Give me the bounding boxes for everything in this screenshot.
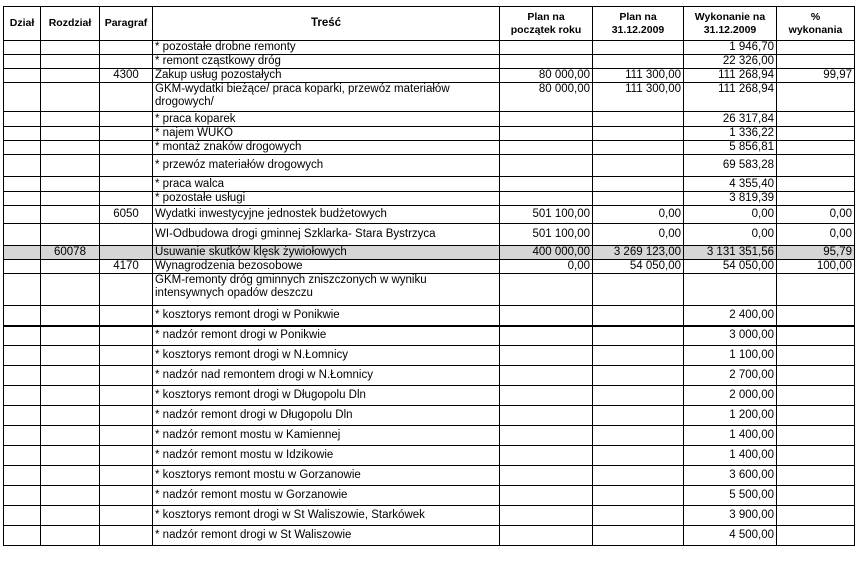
cell-plan-end: 111 300,00 [593,83,684,112]
cell-plan-end: 54 050,00 [593,260,684,274]
cell-plan-end: 0,00 [593,206,684,224]
table-row [4,192,855,206]
cell-paragraf [100,366,153,386]
cell-paragraf [100,346,153,366]
cell-dzial [4,526,41,546]
cell-paragraf [100,192,153,206]
cell-paragraf [100,274,153,306]
cell-plan-start [500,177,593,192]
cell-pct [777,274,855,306]
col-header-wykonanie [684,7,777,41]
cell-wyk: 2 400,00 [684,306,777,326]
cell-plan-start: 80 000,00 [500,83,593,112]
cell-dzial [4,326,41,346]
table-row [4,466,855,486]
cell-pct [777,326,855,346]
cell-rozdzial [41,260,100,274]
cell-plan-start [500,41,593,55]
cell-plan-start [500,486,593,506]
cell-plan-end [593,155,684,177]
cell-plan-end [593,386,684,406]
cell-pct: 95,79 [777,246,855,260]
cell-plan-end [593,192,684,206]
cell-rozdzial [41,326,100,346]
cell-paragraf [100,55,153,69]
cell-dzial [4,426,41,446]
cell-paragraf [100,112,153,127]
cell-rozdzial [41,486,100,506]
cell-paragraf: 4300 [100,69,153,83]
cell-plan-start [500,366,593,386]
cell-wyk: 3 131 351,56 [684,246,777,260]
cell-tresc: * pozostałe drobne remonty [153,41,500,55]
table-row [4,406,855,426]
cell-dzial [4,177,41,192]
col-header-rozdzial: Rozdział [41,7,100,41]
cell-plan-end: 0,00 [593,224,684,246]
cell-dzial [4,112,41,127]
col-header-pct [777,7,855,41]
cell-rozdzial [41,466,100,486]
table-row [4,206,855,224]
cell-plan-start: 501 100,00 [500,224,593,246]
cell-tresc: GKM-wydatki bieżące/ praca koparki, przewóz materiałów drogowych/ [153,83,500,112]
cell-dzial [4,306,41,326]
cell-plan-end [593,466,684,486]
cell-rozdzial [41,406,100,426]
cell-tresc: * remont cząstkowy dróg [153,55,500,69]
cell-pct [777,155,855,177]
cell-plan-start [500,55,593,69]
table-row [4,486,855,506]
cell-pct [777,426,855,446]
cell-wyk: 0,00 [684,206,777,224]
cell-plan-start [500,466,593,486]
header-row [4,7,855,41]
table-row [4,260,855,274]
cell-pct [777,192,855,206]
cell-rozdzial [41,155,100,177]
cell-rozdzial [41,141,100,155]
cell-plan-end [593,506,684,526]
cell-rozdzial [41,346,100,366]
cell-rozdzial [41,192,100,206]
cell-wyk: 1 400,00 [684,426,777,446]
cell-pct [777,141,855,155]
cell-paragraf [100,224,153,246]
cell-paragraf: 4170 [100,260,153,274]
col-header-plan-start [500,7,593,41]
cell-wyk: 3 819,39 [684,192,777,206]
cell-plan-end: 111 300,00 [593,69,684,83]
cell-plan-start [500,127,593,141]
cell-paragraf [100,426,153,446]
cell-plan-start: 0,00 [500,260,593,274]
cell-tresc: * nadzór remont drogi w Długopolu Dln [153,406,500,426]
cell-dzial [4,486,41,506]
cell-dzial [4,192,41,206]
cell-tresc: * kosztorys remont drogi w Długopolu Dln [153,386,500,406]
cell-pct [777,346,855,366]
cell-paragraf [100,306,153,326]
cell-paragraf [100,406,153,426]
cell-tresc: * nadzór remont mostu w Kamiennej [153,426,500,446]
col-header-paragraf: Paragraf [100,7,153,41]
cell-paragraf [100,155,153,177]
cell-plan-start [500,155,593,177]
cell-rozdzial [41,177,100,192]
cell-plan-end [593,41,684,55]
table-row [4,127,855,141]
cell-dzial [4,366,41,386]
cell-tresc: Zakup usług pozostałych [153,69,500,83]
cell-dzial [4,69,41,83]
cell-wyk: 5 856,81 [684,141,777,155]
cell-dzial [4,83,41,112]
table-row [4,506,855,526]
cell-plan-end [593,406,684,426]
cell-pct: 0,00 [777,224,855,246]
cell-wyk: 22 326,00 [684,55,777,69]
cell-paragraf [100,83,153,112]
cell-plan-start [500,506,593,526]
cell-wyk [684,274,777,306]
cell-plan-start [500,406,593,426]
cell-pct [777,446,855,466]
col-header-plan-end-l1: Plan na [619,10,657,23]
cell-paragraf [100,177,153,192]
cell-rozdzial [41,426,100,446]
cell-pct [777,406,855,426]
cell-tresc: Wydatki inwestycyjne jednostek budżetowych [153,206,500,224]
col-header-wykonanie-l2: 31.12.2009 [703,23,757,36]
cell-pct [777,127,855,141]
cell-plan-start [500,446,593,466]
col-header-plan-end [593,7,684,41]
cell-tresc: * kosztorys remont drogi w N.Łomnicy [153,346,500,366]
cell-rozdzial [41,69,100,83]
cell-dzial [4,386,41,406]
table-row [4,386,855,406]
cell-rozdzial [41,366,100,386]
cell-wyk: 2 000,00 [684,386,777,406]
table-row [4,326,855,346]
col-header-tresc: Treść [153,7,500,41]
cell-pct [777,486,855,506]
cell-dzial [4,141,41,155]
cell-plan-end [593,526,684,546]
cell-wyk: 1 100,00 [684,346,777,366]
cell-dzial [4,466,41,486]
cell-dzial [4,155,41,177]
table-row [4,112,855,127]
cell-tresc: WI-Odbudowa drogi gminnej Szklarka- Stara Bystrzyca [153,224,500,246]
cell-plan-end [593,141,684,155]
cell-paragraf [100,486,153,506]
cell-plan-end [593,306,684,326]
cell-plan-start: 501 100,00 [500,206,593,224]
cell-wyk: 0,00 [684,224,777,246]
cell-dzial [4,260,41,274]
table-row [4,426,855,446]
cell-tresc: * pozostałe usługi [153,192,500,206]
table-row [4,366,855,386]
cell-plan-end [593,112,684,127]
table-row [4,346,855,366]
cell-wyk: 1 336,22 [684,127,777,141]
table-row [4,246,855,260]
cell-tresc: * najem WUKO [153,127,500,141]
cell-rozdzial [41,55,100,69]
table-row [4,306,855,326]
cell-pct [777,177,855,192]
col-header-plan-start-l1: Plan na [527,10,565,23]
cell-paragraf [100,41,153,55]
cell-dzial [4,41,41,55]
cell-pct [777,386,855,406]
cell-paragraf [100,127,153,141]
col-header-plan-end-l2: 31.12.2009 [611,23,665,36]
cell-wyk: 1 946,70 [684,41,777,55]
cell-tresc: * praca koparek [153,112,500,127]
cell-plan-start [500,326,593,346]
cell-plan-end [593,326,684,346]
cell-pct [777,526,855,546]
cell-wyk: 54 050,00 [684,260,777,274]
cell-wyk: 5 500,00 [684,486,777,506]
cell-plan-start [500,346,593,366]
table-row [4,55,855,69]
cell-pct: 0,00 [777,206,855,224]
cell-wyk: 1 400,00 [684,446,777,466]
cell-paragraf [100,326,153,346]
col-header-wykonanie-l1: Wykonanie na [694,10,766,23]
cell-dzial [4,506,41,526]
cell-pct [777,41,855,55]
cell-tresc: * kosztorys remont drogi w St Waliszowie, Starkówek [153,506,500,526]
cell-plan-end [593,127,684,141]
cell-pct [777,466,855,486]
cell-plan-end [593,426,684,446]
cell-plan-end [593,486,684,506]
cell-rozdzial [41,83,100,112]
cell-tresc: * nadzór remont mostu w Idzikowie [153,446,500,466]
table-row [4,224,855,246]
cell-rozdzial [41,506,100,526]
cell-tresc: * montaż znaków drogowych [153,141,500,155]
budget-table [3,6,855,546]
cell-plan-end [593,366,684,386]
cell-pct: 99,97 [777,69,855,83]
cell-wyk: 111 268,94 [684,69,777,83]
table-row [4,41,855,55]
cell-dzial [4,127,41,141]
cell-pct: 100,00 [777,260,855,274]
cell-pct [777,506,855,526]
cell-plan-start [500,141,593,155]
col-header-pct-l1: % [810,10,821,23]
cell-wyk: 3 000,00 [684,326,777,346]
cell-rozdzial [41,127,100,141]
cell-tresc: * nadzór nad remontem drogi w N.Łomnicy [153,366,500,386]
cell-plan-start [500,426,593,446]
cell-dzial [4,224,41,246]
cell-rozdzial [41,41,100,55]
table-row [4,274,855,306]
cell-tresc: Usuwanie skutków klęsk żywiołowych [153,246,500,260]
cell-tresc: * kosztorys remont mostu w Gorzanowie [153,466,500,486]
cell-rozdzial: 60078 [41,246,100,260]
cell-plan-end [593,274,684,306]
cell-wyk: 3 600,00 [684,466,777,486]
cell-pct [777,55,855,69]
cell-plan-start [500,386,593,406]
cell-plan-start [500,526,593,546]
cell-dzial [4,206,41,224]
cell-plan-end [593,177,684,192]
cell-plan-start [500,306,593,326]
cell-tresc: Wynagrodzenia bezosobowe [153,260,500,274]
cell-wyk: 4 355,40 [684,177,777,192]
cell-dzial [4,446,41,466]
cell-tresc: * kosztorys remont drogi w Ponikwie [153,306,500,326]
cell-plan-end [593,446,684,466]
cell-wyk: 26 317,84 [684,112,777,127]
table-row [4,83,855,112]
cell-wyk: 4 500,00 [684,526,777,546]
cell-plan-end: 3 269 123,00 [593,246,684,260]
col-header-pct-l2: wykonania [788,23,843,36]
cell-wyk: 69 583,28 [684,155,777,177]
table-row [4,69,855,83]
cell-paragraf [100,446,153,466]
cell-plan-start: 400 000,00 [500,246,593,260]
cell-plan-start [500,274,593,306]
cell-wyk: 2 700,00 [684,366,777,386]
cell-plan-end [593,346,684,366]
table-row [4,141,855,155]
cell-paragraf [100,246,153,260]
cell-rozdzial [41,112,100,127]
cell-plan-end [593,55,684,69]
cell-paragraf [100,506,153,526]
table-row [4,526,855,546]
cell-tresc: GKM-remonty dróg gminnych zniszczonych w wyniku intensywnych opadów deszczu [153,274,500,306]
cell-rozdzial [41,274,100,306]
cell-pct [777,83,855,112]
table-body [4,41,855,546]
cell-pct [777,366,855,386]
cell-dzial [4,406,41,426]
cell-dzial [4,55,41,69]
col-header-dzial: Dział [4,7,41,41]
cell-wyk: 1 200,00 [684,406,777,426]
cell-paragraf [100,466,153,486]
cell-rozdzial [41,446,100,466]
cell-dzial [4,346,41,366]
cell-plan-start [500,192,593,206]
table-row [4,177,855,192]
table-row [4,155,855,177]
cell-tresc: * przewóz materiałów drogowych [153,155,500,177]
cell-paragraf [100,526,153,546]
cell-rozdzial [41,306,100,326]
cell-wyk: 3 900,00 [684,506,777,526]
cell-plan-start: 80 000,00 [500,69,593,83]
table-row [4,446,855,466]
cell-paragraf [100,141,153,155]
cell-tresc: * nadzór remont mostu w Gorzanowie [153,486,500,506]
cell-pct [777,112,855,127]
cell-rozdzial [41,206,100,224]
cell-dzial [4,246,41,260]
cell-plan-start [500,112,593,127]
col-header-plan-start-l2: początek roku [510,23,582,36]
cell-dzial [4,274,41,306]
cell-tresc: * nadzór remont drogi w Ponikwie [153,326,500,346]
cell-rozdzial [41,386,100,406]
cell-tresc: * praca walca [153,177,500,192]
cell-paragraf: 6050 [100,206,153,224]
cell-paragraf [100,386,153,406]
cell-pct [777,306,855,326]
cell-rozdzial [41,224,100,246]
cell-wyk: 111 268,94 [684,83,777,112]
cell-rozdzial [41,526,100,546]
cell-tresc: * nadzór remont drogi w St Waliszowie [153,526,500,546]
